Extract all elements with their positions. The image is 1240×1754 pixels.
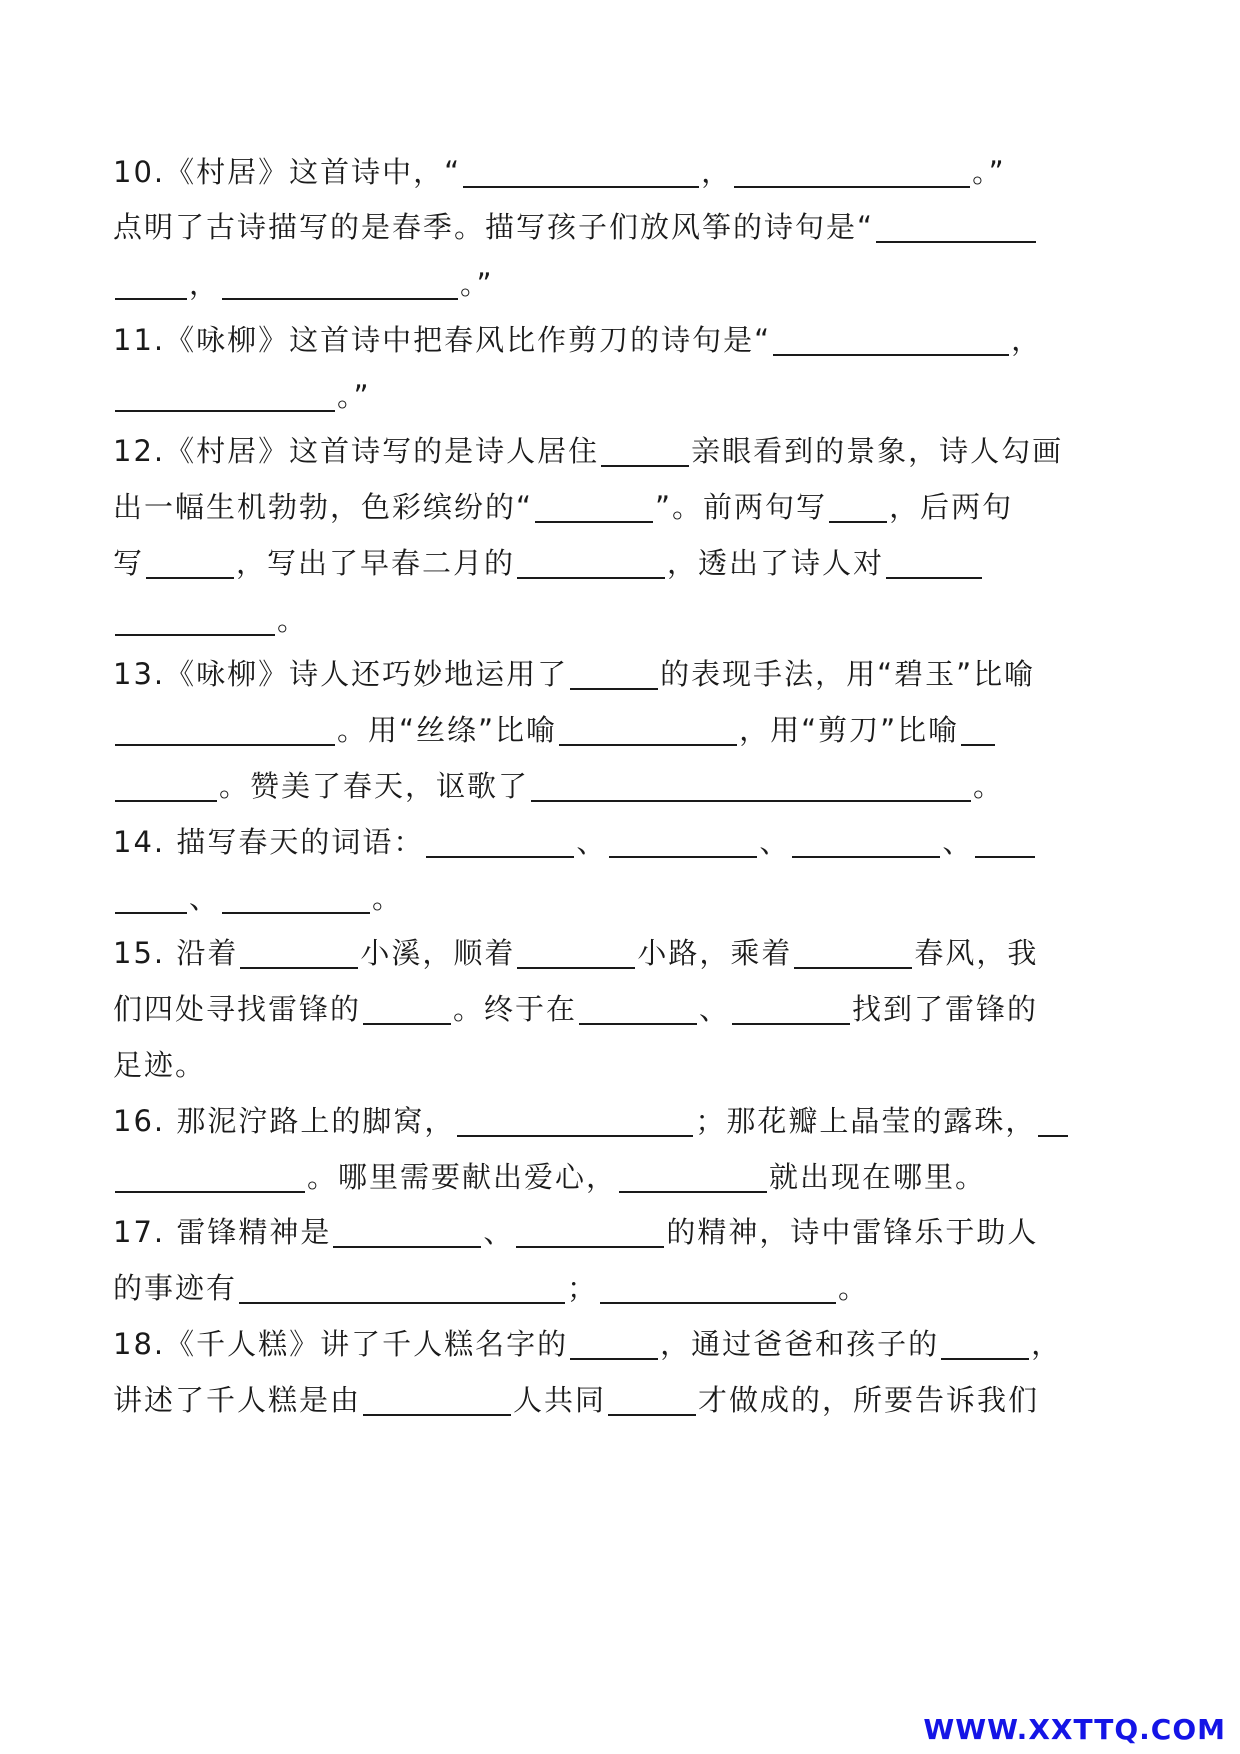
answer-blank[interactable] [773,320,1009,356]
question-13-line-1: 13.《咏柳》诗人还巧妙地运用了 的表现手法，用“碧玉”比喻 [113,652,1123,696]
answer-blank[interactable] [531,766,971,802]
answer-blank[interactable] [1038,1101,1068,1137]
question-11-line-2: 。” [113,374,1123,418]
question-17-line-2: 的事迹有 ； 。 [113,1266,1123,1310]
question-10-line-1: 10.《村居》这首诗中，“ ， 。” [113,150,1123,194]
answer-blank[interactable] [535,487,653,523]
answer-blank[interactable] [115,600,275,636]
answer-blank[interactable] [426,822,574,858]
answer-blank[interactable] [732,989,850,1025]
answer-blank[interactable] [734,152,970,188]
answer-blank[interactable] [608,1380,696,1416]
question-13-line-2: 。用“丝绦”比喻 ，用“剪刀”比喻 [113,708,1123,752]
answer-blank[interactable] [239,1268,565,1304]
question-10-line-3: ， 。” [113,262,1123,306]
answer-blank[interactable] [601,431,689,467]
answer-blank[interactable] [463,152,699,188]
answer-blank[interactable] [609,822,757,858]
question-12-line-4: 。 [113,598,1123,642]
answer-blank[interactable] [517,933,635,969]
answer-blank[interactable] [886,543,982,579]
answer-blank[interactable] [333,1212,481,1248]
answer-blank[interactable] [559,710,737,746]
question-11-line-1: 11.《咏柳》这首诗中把春风比作剪刀的诗句是“ ， [113,318,1123,362]
question-14-line-2: 、 。 [113,876,1123,920]
answer-blank[interactable] [794,933,912,969]
answer-blank[interactable] [222,878,370,914]
question-12-line-1: 12.《村居》这首诗写的是诗人居住 亲眼看到的景象，诗人勾画 [113,429,1123,473]
answer-blank[interactable] [619,1157,767,1193]
answer-blank[interactable] [115,264,187,300]
answer-blank[interactable] [457,1101,693,1137]
answer-blank[interactable] [363,989,451,1025]
answer-blank[interactable] [975,822,1035,858]
answer-blank[interactable] [146,543,234,579]
answer-blank[interactable] [115,766,217,802]
question-10-line-2: 点明了古诗描写的是春季。描写孩子们放风筝的诗句是“ [113,205,1123,249]
answer-blank[interactable] [941,1324,1029,1360]
answer-blank[interactable] [115,1157,305,1193]
question-16-line-1: 16. 那泥泞路上的脚窝， ；那花瓣上晶莹的露珠， [113,1099,1123,1143]
answer-blank[interactable] [115,376,335,412]
question-12-line-3: 写 ，写出了早春二月的 ，透出了诗人对 [113,541,1123,585]
answer-blank[interactable] [570,1324,658,1360]
question-16-line-2: 。哪里需要献出爱心， 就出现在哪里。 [113,1155,1123,1199]
question-15-line-1: 15. 沿着 小溪，顺着 小路，乘着 春风，我 [113,931,1123,975]
answer-blank[interactable] [222,264,458,300]
answer-blank[interactable] [961,710,995,746]
question-13-line-3: 。赞美了春天，讴歌了 。 [113,764,1123,808]
answer-blank[interactable] [579,989,697,1025]
question-12-line-2: 出一幅生机勃勃，色彩缤纷的“ ”。前两句写 ，后两句 [113,485,1123,529]
question-17-line-1: 17. 雷锋精神是 、 的精神，诗中雷锋乐于助人 [113,1210,1123,1254]
question-14-line-1: 14. 描写春天的词语： 、 、 、 [113,820,1123,864]
question-15-line-3: 足迹。 [113,1048,207,1082]
answer-blank[interactable] [115,878,187,914]
answer-blank[interactable] [517,543,665,579]
answer-blank[interactable] [876,207,1036,243]
answer-blank[interactable] [516,1212,664,1248]
watermark-url: WWW.XXTTQ.COM [923,1713,1226,1746]
question-15-line-2: 们四处寻找雷锋的 。终于在 、 找到了雷锋的 [113,987,1123,1031]
answer-blank[interactable] [240,933,358,969]
answer-blank[interactable] [829,487,887,523]
question-18-line-2: 讲述了千人糕是由 人共同 才做成的，所要告诉我们 [113,1378,1123,1422]
answer-blank[interactable] [570,654,658,690]
answer-blank[interactable] [115,710,335,746]
answer-blank[interactable] [600,1268,836,1304]
answer-blank[interactable] [792,822,940,858]
answer-blank[interactable] [363,1380,511,1416]
question-18-line-1: 18.《千人糕》讲了千人糕名字的 ，通过爸爸和孩子的 ， [113,1322,1123,1366]
